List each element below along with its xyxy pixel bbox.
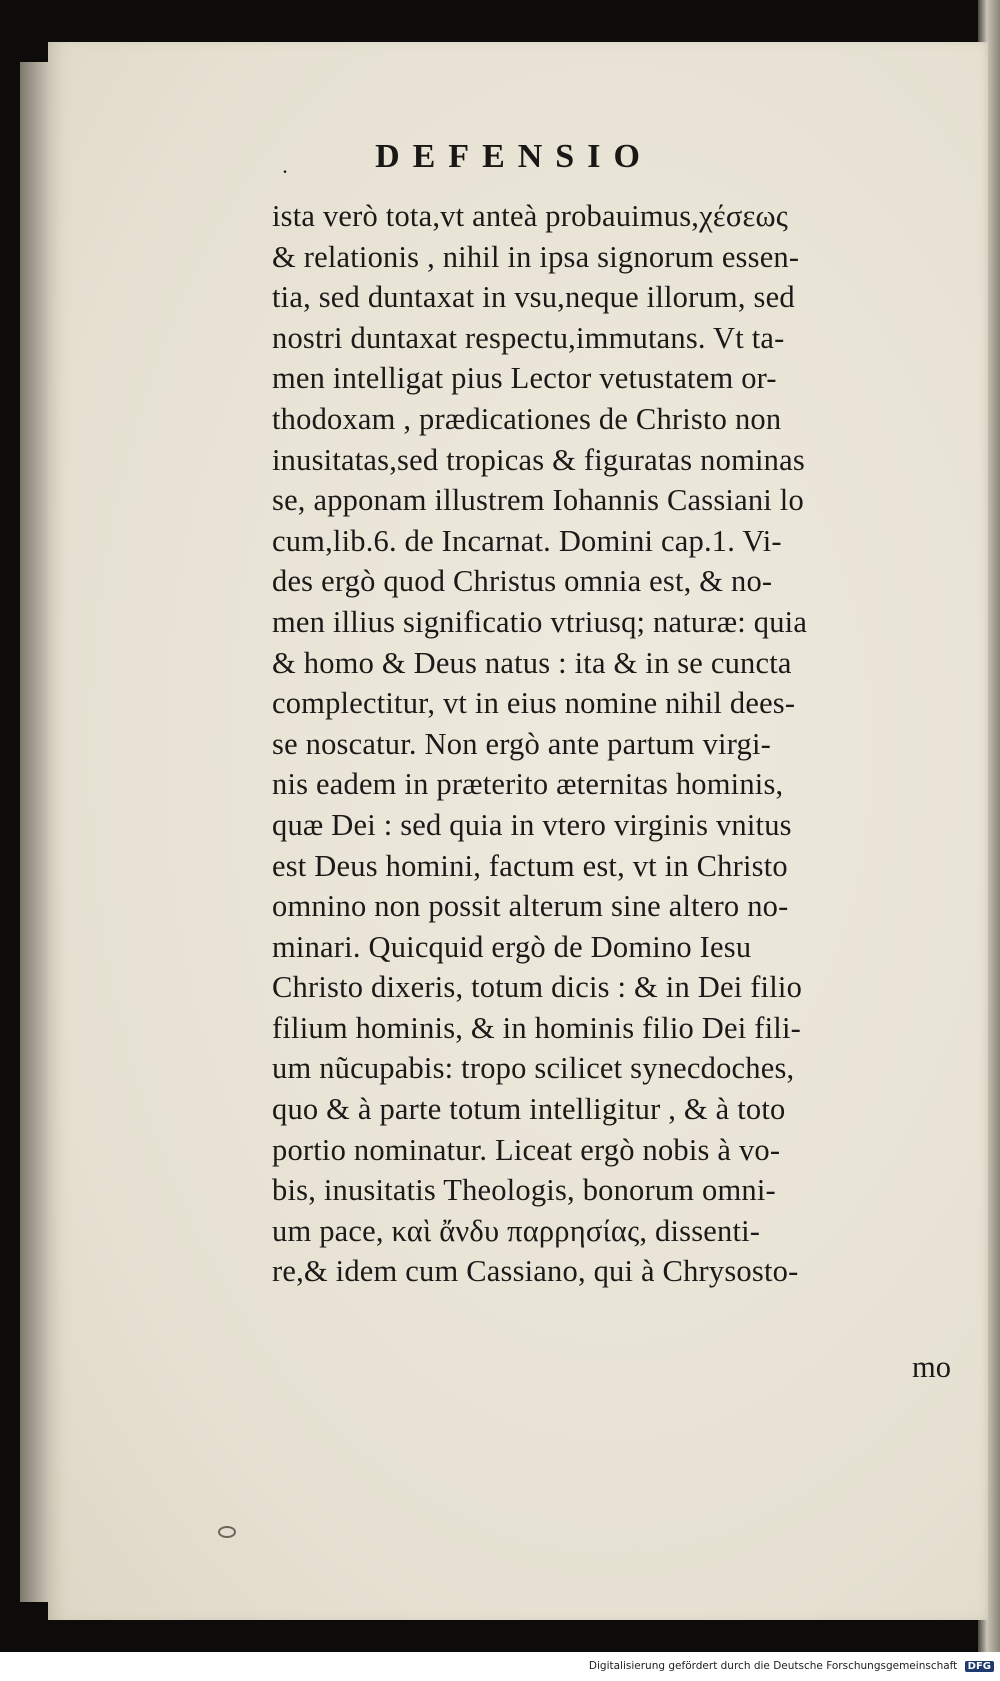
text-line: inusitatas,sed tropicas & figuratas nominas	[272, 442, 805, 477]
text-line: omnino non possit alterum sine altero no-	[272, 889, 789, 924]
text-line: est Deus homini, factum est, vt in Christo	[272, 848, 788, 883]
running-head-title: DEFENSIO	[375, 138, 653, 175]
credit-text: Digitalisierung gefördert durch die Deutsche Forschungsgemeinschaft	[588, 1660, 958, 1672]
digitization-credit	[589, 1660, 994, 1672]
text-line: cum,lib.6. de Incarnat. Domini cap.1. Vi-	[272, 523, 782, 558]
text-line: men intelligat pius Lector vetustatem or-	[272, 361, 777, 396]
text-line: quæ Dei : sed quia in vtero virginis vnitus	[272, 807, 792, 842]
dfg-logo: DFG	[965, 1661, 994, 1672]
text-line: & relationis , nihil in ipsa signorum essen-	[272, 239, 800, 274]
text-line: complectitur, vt in eius nomine nihil dees-	[272, 686, 796, 721]
text-line: se noscatur. Non ergò ante partum virgi-	[272, 726, 771, 761]
text-line: nis eadem in præterito æternitas hominis,	[272, 767, 784, 802]
text-line: des ergò quod Christus omnia est, & no-	[272, 564, 773, 599]
text-line: quo & à parte totum intelligitur , & à toto	[272, 1092, 786, 1127]
text-line: & homo & Deus natus : ita & in se cuncta	[272, 645, 792, 680]
body-text	[272, 196, 962, 1292]
text-line: ista verò tota,vt anteà probauimus,χέσεως	[272, 199, 789, 233]
running-head	[0, 138, 1000, 176]
text-line: um nũcupabis: tropo scilicet synecdoches,	[272, 1051, 795, 1086]
catchword: mo	[912, 1350, 951, 1384]
text-line: thodoxam , prædicationes de Christo non	[272, 401, 782, 436]
text-line: filium hominis, & in hominis filio Dei fili-	[272, 1010, 801, 1045]
text-line: portio nominatur. Liceat ergò nobis à vo-	[272, 1132, 781, 1167]
margin-mark	[218, 1526, 236, 1538]
text-line: nostri duntaxat respectu,immutans. Vt ta-	[272, 320, 785, 355]
text-line: tia, sed duntaxat in vsu,neque illorum, sed	[272, 280, 795, 315]
text-line: se, apponam illustrem Iohannis Cassiani lo	[272, 483, 804, 518]
text-line: um pace, καὶ ἄνδυ παρρησίας, dissenti-	[272, 1213, 761, 1248]
text-line: bis, inusitatis Theologis, bonorum omni-	[272, 1173, 776, 1208]
head-dot: .	[283, 160, 287, 177]
text-line: minari. Quicquid ergò de Domino Iesu	[272, 929, 752, 964]
text-line: re,& idem cum Cassiano, qui à Chrysosto-	[272, 1254, 799, 1289]
text-line: Christo dixeris, totum dicis : & in Dei filio	[272, 970, 803, 1005]
text-line: men illius significatio vtriusq; naturæ: quia	[272, 604, 808, 639]
